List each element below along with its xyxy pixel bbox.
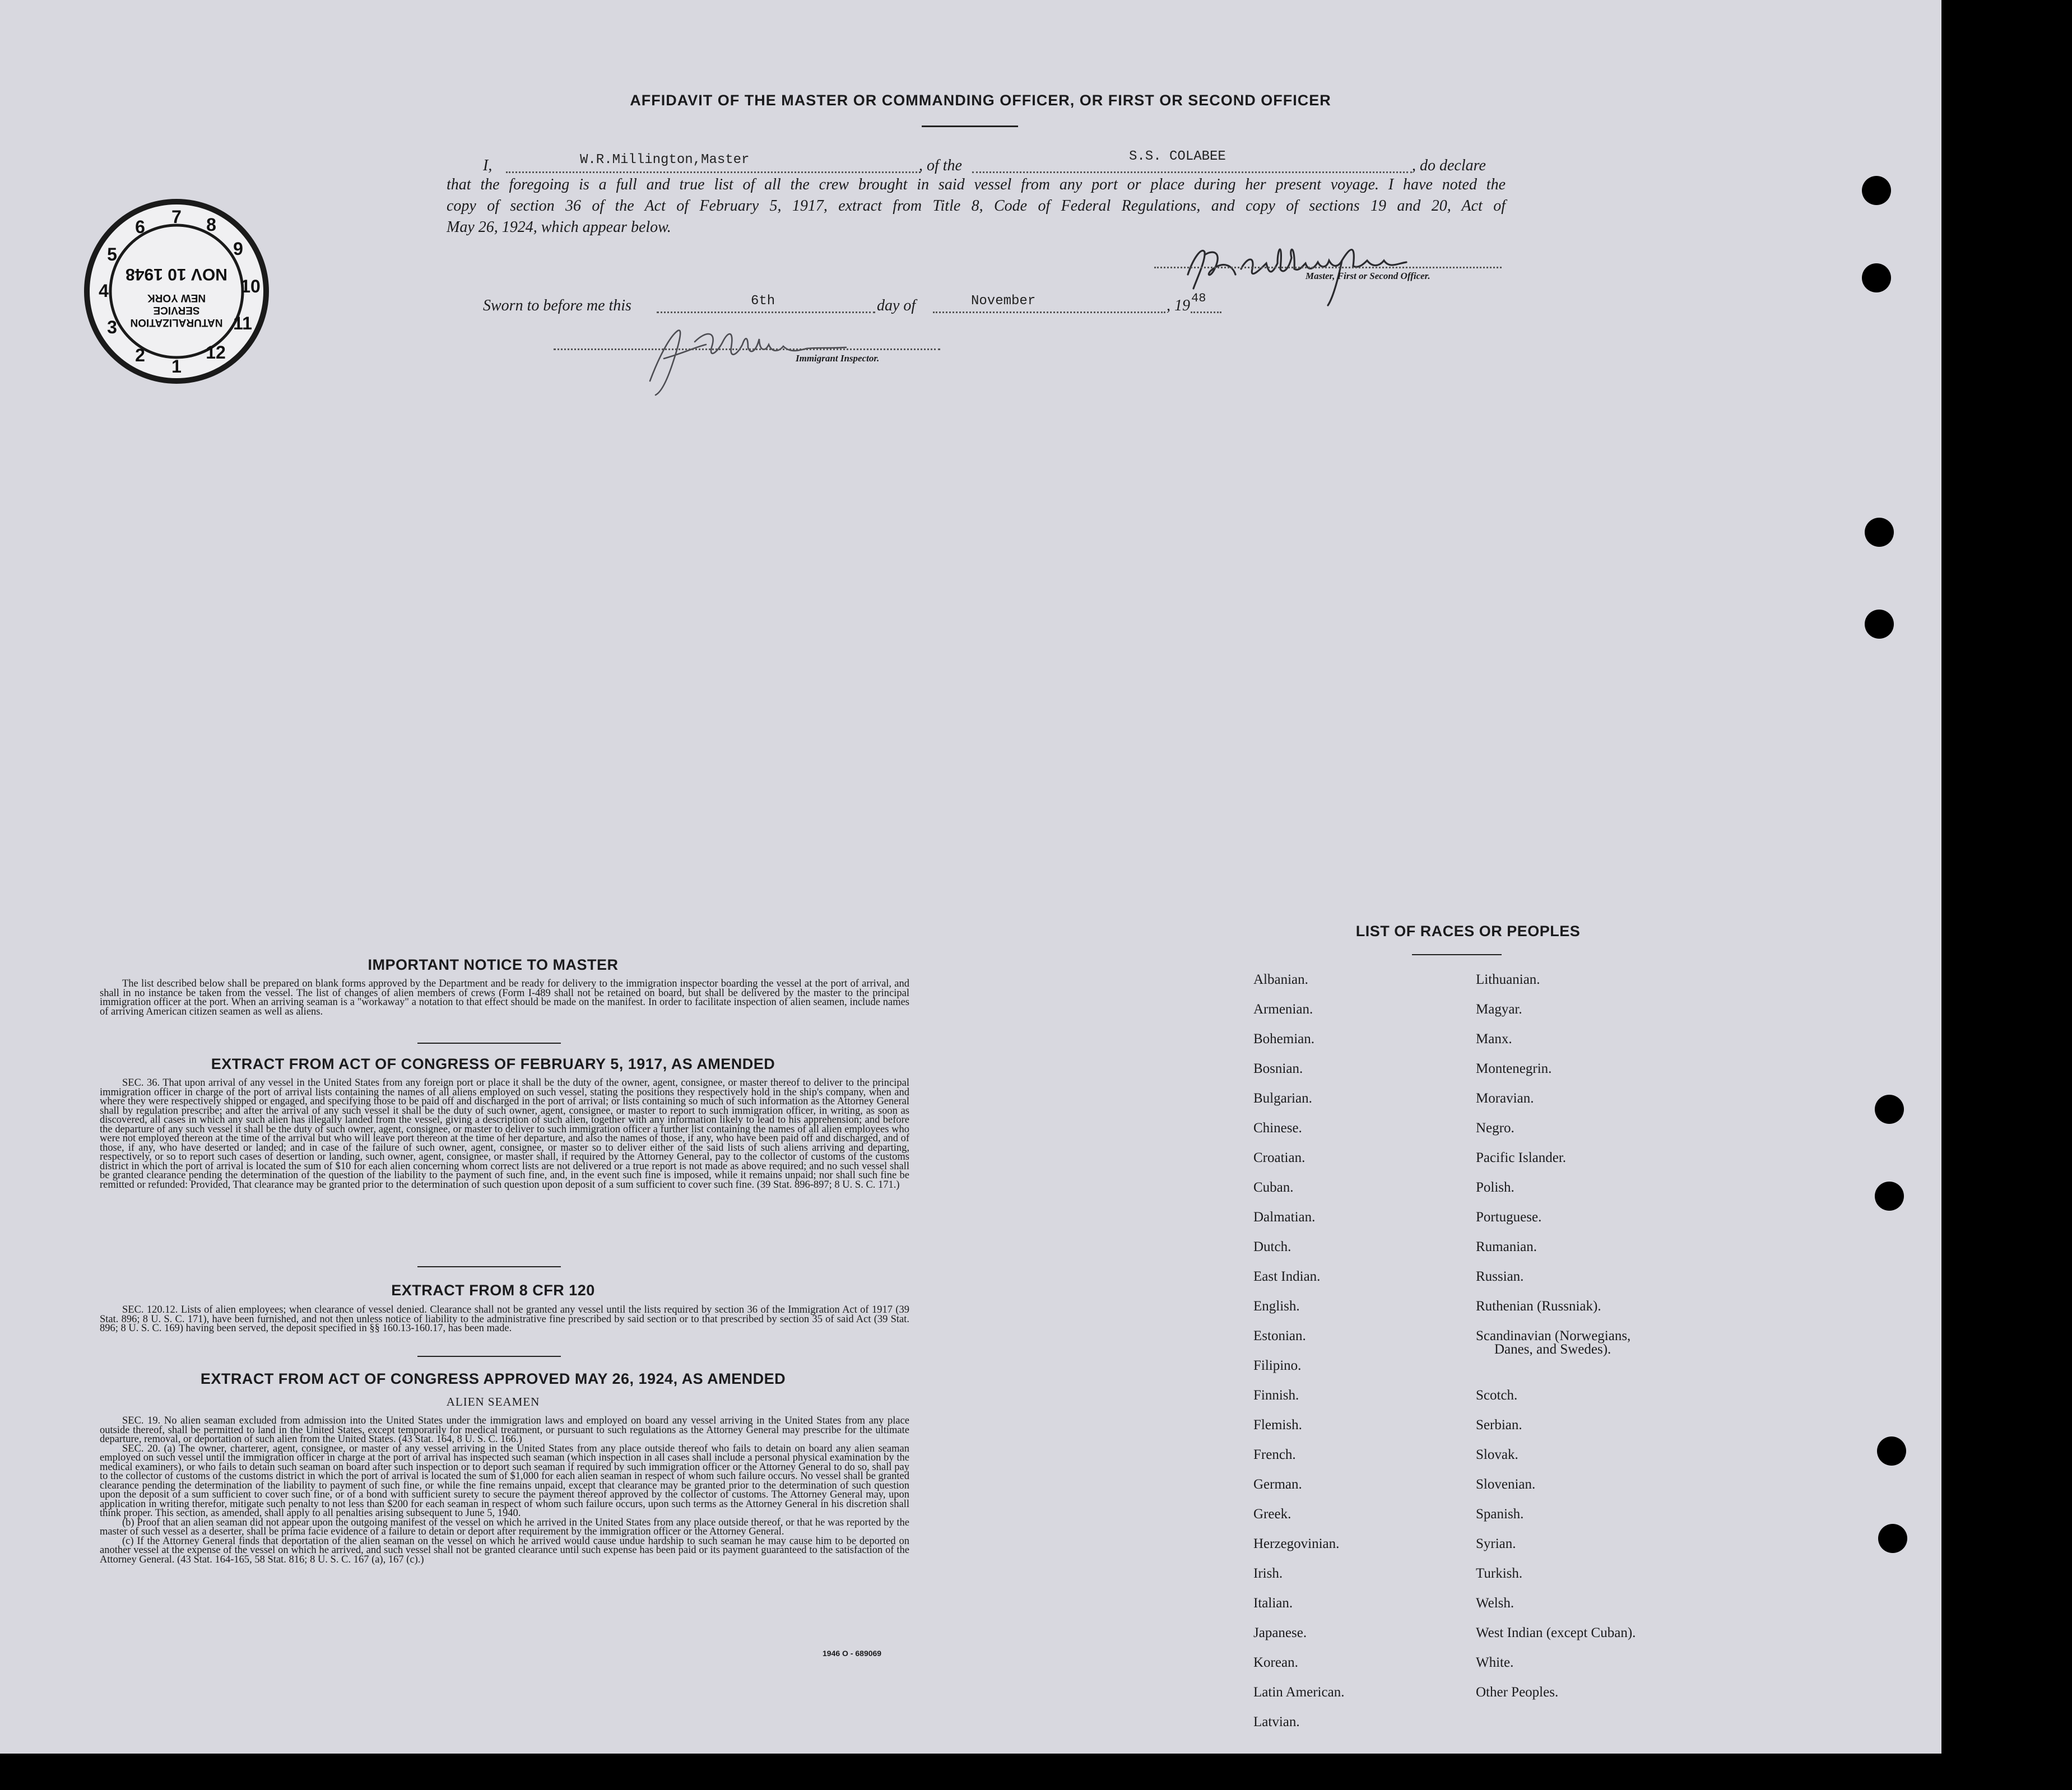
year-suffix-field: 48 — [1191, 291, 1206, 305]
affidavit-body-line-3: May 26, 1924, which appear below. — [447, 218, 671, 236]
race-item: Magyar. — [1476, 1002, 1522, 1017]
affidavit-title: AFFIDAVIT OF THE MASTER OR COMMANDING OFFICER, OR FIRST OR SECOND OFFICER — [630, 92, 1331, 109]
race-item: Moravian. — [1476, 1091, 1534, 1106]
section-divider — [417, 1266, 561, 1267]
stamp-digit: 5 — [107, 244, 117, 264]
notice-paragraph: The list described below shall be prepared on blank forms approved by the Department and be ready for delivery to the immigration inspector boarding the vessel at the port of arrival, and shall in no instance be taken from the vessel. The list of changes of alien members of crews (Form I-489 shall not be retained on board, but shall be delivered by the master to the principal immigration officer at the port. When an arriving seaman is a "workaway" a notation to that effect should be made on the manifest. In order to facilitate inspection of alien seamen, include names of arriving American citizen seamen as well as aliens. — [100, 978, 909, 1017]
race-item: Latin American. — [1253, 1685, 1345, 1700]
race-item: Bohemian. — [1253, 1031, 1315, 1047]
master-signature-line — [1154, 267, 1502, 268]
race-item: Lithuanian. — [1476, 972, 1540, 987]
race-item: Estonian. — [1253, 1328, 1306, 1343]
race-item: Danes, and Swedes). — [1494, 1342, 1611, 1357]
race-item: Albanian. — [1253, 972, 1308, 987]
stamp-digit: 1 — [171, 356, 182, 376]
race-item: Flemish. — [1253, 1417, 1302, 1433]
extract-1917-body — [100, 1078, 909, 1189]
race-item: German. — [1253, 1477, 1302, 1492]
print-code: 1946 O - 689069 — [823, 1649, 882, 1658]
race-item: Montenegrin. — [1476, 1061, 1552, 1076]
race-item: Dutch. — [1253, 1239, 1291, 1254]
stamp-digit: 4 — [99, 281, 109, 301]
punch-hole — [1865, 518, 1894, 547]
punch-hole — [1875, 1095, 1904, 1124]
year-line — [1191, 311, 1221, 313]
race-item: Chinese. — [1253, 1121, 1302, 1136]
affidavit-body-line-2: copy of section 36 of the Act of February 5, 1917, extract from Title 8, Code of Federal Regulations, and copy of sections 19 and 20, Act of — [447, 197, 1506, 215]
inspector-caption: Immigrant Inspector. — [796, 353, 880, 364]
sec-20c-paragraph: (c) If the Attorney General finds that deportation of the alien seaman on the vessel on which he arrived would cause undue hardship to such seaman he may cause him to be deported on another vessel at the expense of the vessel on which he arrived, and such vessel shall not be granted clearance until such expense has been paid or its payment guaranteed to the satisfaction of the Attorney General. (43 Stat. 164-165, 58 Stat. 816; 8 U. S. C. 167 (a), 167 (c).) — [100, 1535, 909, 1565]
race-item: Italian. — [1253, 1596, 1293, 1611]
punch-hole — [1862, 263, 1891, 292]
extract-1917-title: EXTRACT FROM ACT OF CONGRESS OF FEBRUARY 5, 1917, AS AMENDED — [211, 1056, 775, 1072]
race-item: Scandinavian (Norwegians, — [1476, 1328, 1631, 1343]
sworn-label: Sworn to before me this — [483, 297, 631, 314]
stamp-digit: 9 — [233, 239, 243, 259]
punch-hole — [1877, 1436, 1906, 1466]
race-item: Pacific Islander. — [1476, 1150, 1567, 1165]
race-item: Slovak. — [1476, 1447, 1518, 1462]
race-item: West Indian (except Cuban). — [1476, 1625, 1636, 1640]
race-item: Bulgarian. — [1253, 1091, 1312, 1106]
race-item: Spanish. — [1476, 1507, 1524, 1522]
notice-title: IMPORTANT NOTICE TO MASTER — [368, 956, 619, 973]
race-item: Filipino. — [1253, 1358, 1302, 1373]
race-item: Syrian. — [1476, 1536, 1516, 1551]
race-item: Negro. — [1476, 1121, 1514, 1136]
stamp-digit: 8 — [206, 215, 216, 235]
race-item: Portuguese. — [1476, 1210, 1542, 1225]
stamp-digit: 3 — [107, 317, 117, 337]
races-title-divider — [1412, 954, 1502, 955]
race-item: Dalmatian. — [1253, 1210, 1316, 1225]
stamp-digit: 12 — [206, 342, 226, 362]
inspector-signature-line — [554, 348, 940, 350]
sec-20a-paragraph: SEC. 20. (a) The owner, charterer, agent, consignee, or master of any vessel arriving in the United States from any place outside thereof who fails to detain on board any alien seaman employed on such vessel until the immigration officer in charge at the port of arrival has inspected such seaman (which inspection in all cases shall include a personal physical examination by the medical examiners), or who fails to detain such seaman on board after such inspection or to deport such seaman if required by such immigration officer or the Attorney General to do so, shall pay to the collector of customs of the customs district in which the port of arrival is located the sum of $1,000 for each alien seaman in respect of whom such failure occurs. No vessel shall be granted clearance pending the determination of the liability to payment of such fine, or while the fine remains unpaid, except that clearance may be granted prior to the determination of such question upon the deposit of a sum sufficient to cover such fine, or of a bond with sufficient surety to secure the payment thereof approved by the collector of customs. The Attorney General may, upon application in writing therefor, mitigate such penalty to not less than $200 for each seaman in respect of whom such failure occurs, upon such terms as the Attorney General in his discretion shall think proper. This section, as amended, shall apply to all penalties arising subsequent to June 5, 1940. — [100, 1443, 909, 1519]
race-item: Welsh. — [1476, 1596, 1514, 1611]
stamp-text: SERVICE — [153, 304, 200, 316]
race-item: Finnish. — [1253, 1388, 1299, 1403]
sec-19-paragraph: SEC. 19. No alien seaman excluded from admission into the United States under the immigration laws and employed on board any vessel arriving in the United States from any place outside thereof, shall be permitted to land in the United States, except temporarily for medical treatment, or pursuant to such regulations as the Attorney General may prescribe for the ultimate departure, removal, or deportation of such alien from the United States. (43 Stat. 164, 8 U. S. C. 166.) — [100, 1415, 909, 1445]
sec-20b-paragraph: (b) Proof that an alien seaman did not appear upon the outgoing manifest of the vessel on which he arrived in the United States from any place outside thereof, or that he was reported by the master of such vessel as a deserter, shall be prima facie evidence of a failure to detain or deport after requirement by the immigration officer or the Attorney General. — [100, 1517, 909, 1537]
date-stamp — [81, 196, 272, 387]
vessel-name-field: S.S. COLABEE — [1129, 149, 1226, 164]
stamp-date: NOV 10 1948 — [126, 265, 227, 283]
title-divider — [922, 125, 1018, 127]
race-item: Herzegovinian. — [1253, 1536, 1340, 1551]
race-item: Bosnian. — [1253, 1061, 1303, 1076]
stamp-digit: 6 — [135, 217, 145, 237]
master-signature-caption: Master, First or Second Officer. — [1306, 271, 1430, 281]
extract-cfr-body — [100, 1305, 909, 1333]
race-item: English. — [1253, 1299, 1300, 1314]
master-name-line — [506, 171, 921, 173]
race-item: Japanese. — [1253, 1625, 1307, 1640]
sworn-day-line — [657, 311, 875, 313]
race-item: Russian. — [1476, 1269, 1524, 1284]
race-item: Slovenian. — [1476, 1477, 1536, 1492]
notice-body — [100, 979, 909, 1016]
race-item: Turkish. — [1476, 1566, 1523, 1581]
master-name-field: W.R.Millington,Master — [580, 152, 750, 168]
alien-seamen-subtitle: ALIEN SEAMEN — [446, 1395, 540, 1408]
race-item: Croatian. — [1253, 1150, 1306, 1165]
race-item: Irish. — [1253, 1566, 1283, 1581]
do-declare-label: , do declare — [1412, 157, 1486, 174]
year-prefix-label: , 19 — [1167, 297, 1190, 314]
race-item: White. — [1476, 1655, 1514, 1670]
stamp-text: NATURALIZATION — [130, 317, 223, 328]
race-item: Scotch. — [1476, 1388, 1518, 1403]
section-divider — [417, 1356, 561, 1357]
race-item: Rumanian. — [1476, 1239, 1537, 1254]
stamp-digit: 7 — [171, 207, 182, 227]
of-the-label: , of the — [919, 157, 962, 174]
extract-1924-title: EXTRACT FROM ACT OF CONGRESS APPROVED MAY 26, 1924, AS AMENDED — [200, 1370, 786, 1387]
stamp-digit: 11 — [233, 313, 252, 333]
punch-hole — [1862, 176, 1891, 205]
stamp-digit: 10 — [240, 276, 261, 296]
extract-cfr-title: EXTRACT FROM 8 CFR 120 — [391, 1282, 595, 1299]
extract-1924-body — [100, 1416, 909, 1564]
race-item: Greek. — [1253, 1507, 1291, 1522]
stamp-text: NEW YORK — [147, 292, 206, 304]
races-title: LIST OF RACES OR PEOPLES — [1355, 923, 1581, 940]
day-of-label: day of — [877, 297, 916, 314]
race-item: Armenian. — [1253, 1002, 1313, 1017]
punch-hole — [1878, 1524, 1907, 1553]
punch-hole — [1865, 610, 1894, 639]
sworn-day-field: 6th — [751, 294, 775, 309]
vessel-name-line — [972, 171, 1412, 173]
affidavit-body-line-1: that the foregoing is a full and true list of all the crew brought in said vessel from any port or place during her present voyage. I have noted the — [447, 176, 1506, 193]
race-item: Manx. — [1476, 1031, 1512, 1047]
race-item: Latvian. — [1253, 1714, 1300, 1729]
sworn-month-line — [933, 311, 1165, 313]
race-item: Other Peoples. — [1476, 1685, 1559, 1700]
race-item: French. — [1253, 1447, 1296, 1462]
sworn-month-field: November — [971, 294, 1036, 309]
section-divider — [417, 1043, 561, 1044]
race-item: East Indian. — [1253, 1269, 1321, 1284]
race-item: Serbian. — [1476, 1417, 1522, 1433]
race-item: Polish. — [1476, 1180, 1514, 1195]
i-label: I, — [483, 157, 493, 174]
stamp-digit: 2 — [135, 345, 145, 365]
race-item: Ruthenian (Russniak). — [1476, 1299, 1601, 1314]
race-item: Korean. — [1253, 1655, 1298, 1670]
punch-hole — [1875, 1182, 1904, 1211]
sec-120-12-paragraph: SEC. 120.12. Lists of alien employees; when clearance of vessel denied. Clearance shall not be granted any vessel until the lists required by section 36 of the Immigration Act of 1917 (39 Stat. 896; 8 U. S. C. 171), have been furnished, and not then unless notice of liability to the administrative fine prescribed by said section or to that prescribed by section 35 of said Act (39 Stat. 896; 8 U. S. C. 169) having been served, the deposit specified in §§ 160.13-160.17, has been made. — [100, 1304, 909, 1334]
section-36-paragraph: SEC. 36. That upon arrival of any vessel in the United States from any foreign port or place it shall be the duty of the owner, agent, consignee, or master thereof to deliver to the principal immigration officer in charge of the port of arrival lists containing the names of all aliens employed on such vessel, stating the positions they respectively hold in the ship's company, when and where they were respectively shipped or engaged, and specifying those to be paid off and discharged in the port of arrival; or lists containing so much of such information as the Attorney General shall by regulation prescribe; and after the arrival of any such vessel it shall be the duty of such owner, agent, consignee, or master to report to such immigration officer, in writing, as soon as discovered, all cases in which any such alien has illegally landed from the vessel, giving a description of such alien, together with any information likely to lead to his apprehension; and before the departure of any such vessel it shall be the duty of such owner, agent, consignee, or master to deliver to such immigration officer a further list containing the names of all alien employees who were not employed thereon at the time of the arrival but who will leave port thereon at the time of her departure, and also the names of those, if any, who have been paid off and discharged, and of those, if any, who have deserted or landed; and in case of the failure of such owner, agent, consignee, or master so to deliver either of the said lists of such aliens arriving and departing, respectively, or so to report such cases of desertion or landing, such owner, agent, consignee, or master shall, if required by the Attorney General, pay to the collector of customs of the customs district in which the port of arrival is located the sum of $10 for each alien concerning whom correct lists are not delivered or a true report is not made as above required; and no such vessel shall be granted clearance pending the determination of the question of the liability to the payment of such fine, and, in the event such fine is imposed, while it remains unpaid; nor shall such fine be remitted or refunded: Provided, That clearance may be granted prior to the determination of such question upon deposit of a sum sufficient to cover such fine. (39 Stat. 896-897; 8 U. S. C. 171.) — [100, 1077, 909, 1191]
race-item: Cuban. — [1253, 1180, 1294, 1195]
